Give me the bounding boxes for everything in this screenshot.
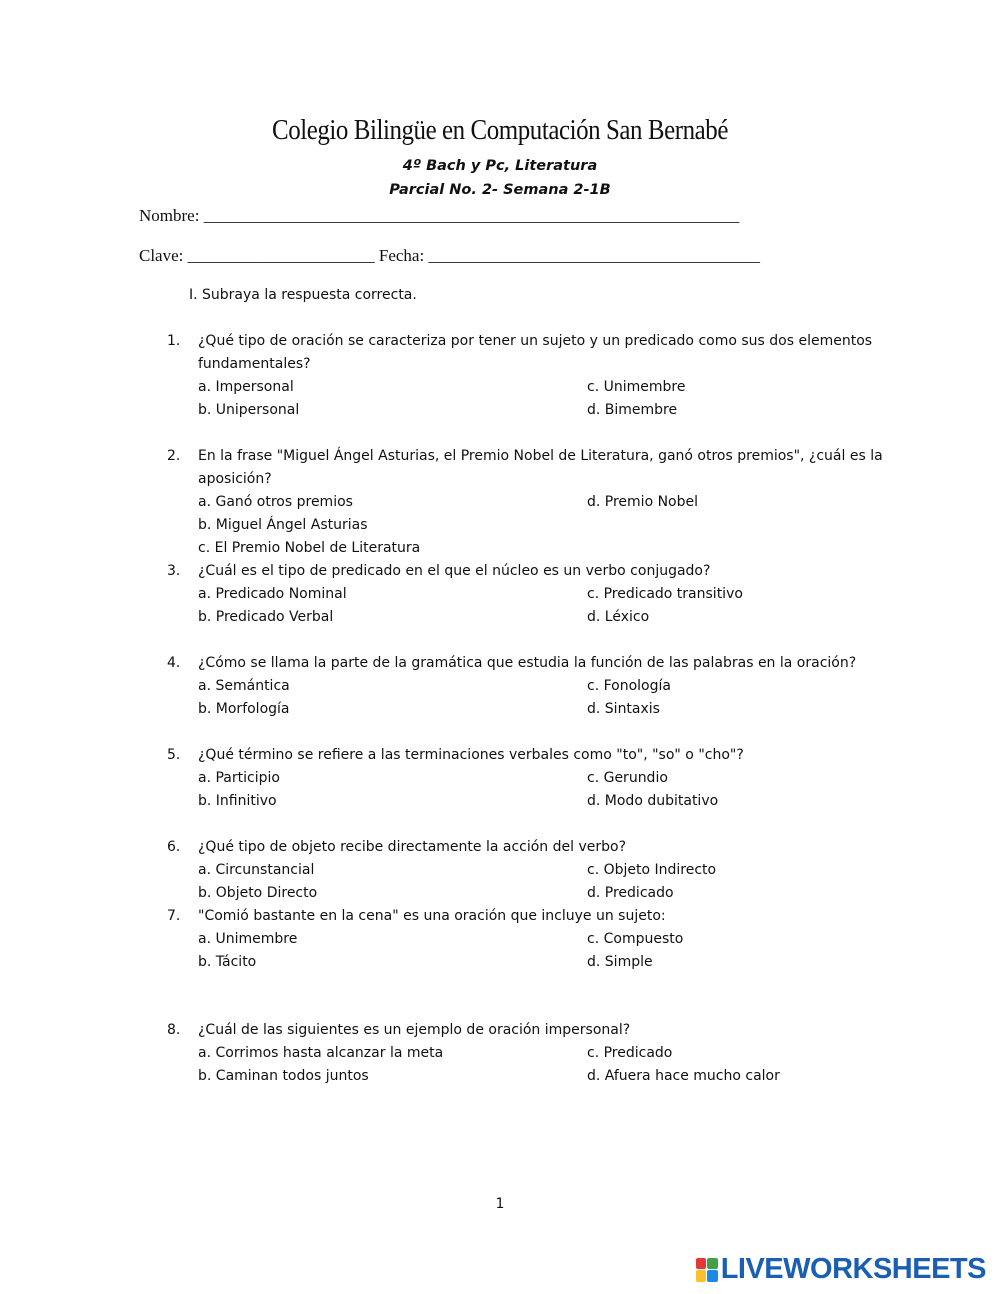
- question-number: 8.: [167, 1022, 181, 1038]
- option-b[interactable]: b. Tácito: [198, 954, 257, 970]
- option-b[interactable]: b. Objeto Directo: [198, 885, 318, 901]
- option-b[interactable]: b. Caminan todos juntos: [198, 1068, 369, 1084]
- option-a[interactable]: a. Impersonal: [198, 379, 294, 395]
- option-d[interactable]: d. Bimembre: [587, 402, 678, 418]
- page-number: 1: [495, 1196, 505, 1212]
- instruction: I. Subraya la respuesta correcta.: [189, 287, 417, 303]
- course-subtitle: 4º Bach y Pc, Literatura: [402, 158, 598, 174]
- question-number: 1.: [167, 333, 181, 349]
- logo-square-icon: [707, 1258, 718, 1270]
- option-d[interactable]: d. Sintaxis: [587, 701, 660, 717]
- option-c[interactable]: c. Objeto Indirecto: [587, 862, 717, 878]
- option-d[interactable]: d. Premio Nobel: [587, 494, 699, 510]
- exam-subtitle: Parcial No. 2- Semana 2-1B: [389, 182, 611, 198]
- question-text: ¿Qué término se refiere a las terminaciones verbales como "to", "so" o "cho"?: [198, 747, 744, 763]
- question-number: 4.: [167, 655, 181, 671]
- clave-label: Clave:: [139, 246, 184, 265]
- option-d[interactable]: d. Simple: [587, 954, 653, 970]
- option-c[interactable]: c. Compuesto: [587, 931, 684, 947]
- option-c[interactable]: c. Predicado transitivo: [587, 586, 743, 602]
- question-number: 3.: [167, 563, 181, 579]
- option-b[interactable]: b. Morfología: [198, 701, 290, 717]
- question-number: 5.: [167, 747, 181, 763]
- option-a[interactable]: a. Predicado Nominal: [198, 586, 347, 602]
- logo-text: LIVEWORKSHEETS: [720, 1253, 986, 1285]
- question-text-cont: aposición?: [198, 471, 272, 487]
- question-text: En la frase "Miguel Ángel Asturias, el Premio Nobel de Literatura, ganó otros premios", ¿cuál es la: [198, 448, 883, 464]
- question-text: ¿Qué tipo de oración se caracteriza por tener un sujeto y un predicado como sus dos elementos: [198, 333, 873, 349]
- option-b[interactable]: b. Miguel Ángel Asturias: [198, 517, 368, 533]
- question-text: "Comió bastante en la cena" es una oración que incluye un sujeto:: [198, 908, 666, 924]
- option-b[interactable]: b. Infinitivo: [198, 793, 277, 809]
- question-text: ¿Qué tipo de objeto recibe directamente la acción del verbo?: [198, 839, 627, 855]
- option-a[interactable]: a. Corrimos hasta alcanzar la meta: [198, 1045, 444, 1061]
- option-c[interactable]: c. Unimembre: [587, 379, 686, 395]
- option-a[interactable]: a. Semántica: [198, 678, 290, 694]
- clave-fecha-row: [139, 246, 760, 266]
- nombre-input-line[interactable]: _______________________________________________________________: [203, 206, 740, 225]
- question-number: 6.: [167, 839, 181, 855]
- option-d[interactable]: d. Modo dubitativo: [587, 793, 719, 809]
- question-number: 7.: [167, 908, 181, 924]
- clave-input-line[interactable]: ______________________: [187, 246, 375, 265]
- nombre-label: Nombre:: [139, 206, 200, 225]
- logo-square-icon: [696, 1258, 707, 1270]
- question-text: ¿Cuál es el tipo de predicado en el que el núcleo es un verbo conjugado?: [198, 563, 711, 579]
- option-d[interactable]: d. Afuera hace mucho calor: [587, 1068, 780, 1084]
- option-a[interactable]: a. Unimembre: [198, 931, 298, 947]
- option-a[interactable]: a. Circunstancial: [198, 862, 315, 878]
- nombre-row: [139, 206, 739, 226]
- option-b[interactable]: b. Unipersonal: [198, 402, 300, 418]
- fecha-label: Fecha:: [378, 246, 425, 265]
- logo-square-icon: [696, 1270, 707, 1282]
- school-title: Colegio Bilingüe en Computación San Bernabé: [272, 114, 728, 146]
- option-d[interactable]: d. Predicado: [587, 885, 674, 901]
- option-a[interactable]: a. Ganó otros premios: [198, 494, 353, 510]
- question-text: ¿Cómo se llama la parte de la gramática que estudia la función de las palabras en la oración?: [198, 655, 857, 671]
- liveworksheets-logo[interactable]: [696, 1253, 986, 1286]
- option-c[interactable]: c. Fonología: [587, 678, 671, 694]
- fecha-input-line[interactable]: _______________________________________: [428, 246, 760, 265]
- option-c[interactable]: c. Predicado: [587, 1045, 673, 1061]
- option-b[interactable]: b. Predicado Verbal: [198, 609, 334, 625]
- question-text: ¿Cuál de las siguientes es un ejemplo de oración impersonal?: [198, 1022, 631, 1038]
- option-a[interactable]: a. Participio: [198, 770, 280, 786]
- question-number: 2.: [167, 448, 181, 464]
- logo-square-icon: [707, 1270, 718, 1282]
- option-c[interactable]: c. El Premio Nobel de Literatura: [198, 540, 421, 556]
- option-d[interactable]: d. Léxico: [587, 609, 650, 625]
- question-text-cont: fundamentales?: [198, 356, 311, 372]
- logo-badge-icon: [696, 1258, 718, 1282]
- option-c[interactable]: c. Gerundio: [587, 770, 668, 786]
